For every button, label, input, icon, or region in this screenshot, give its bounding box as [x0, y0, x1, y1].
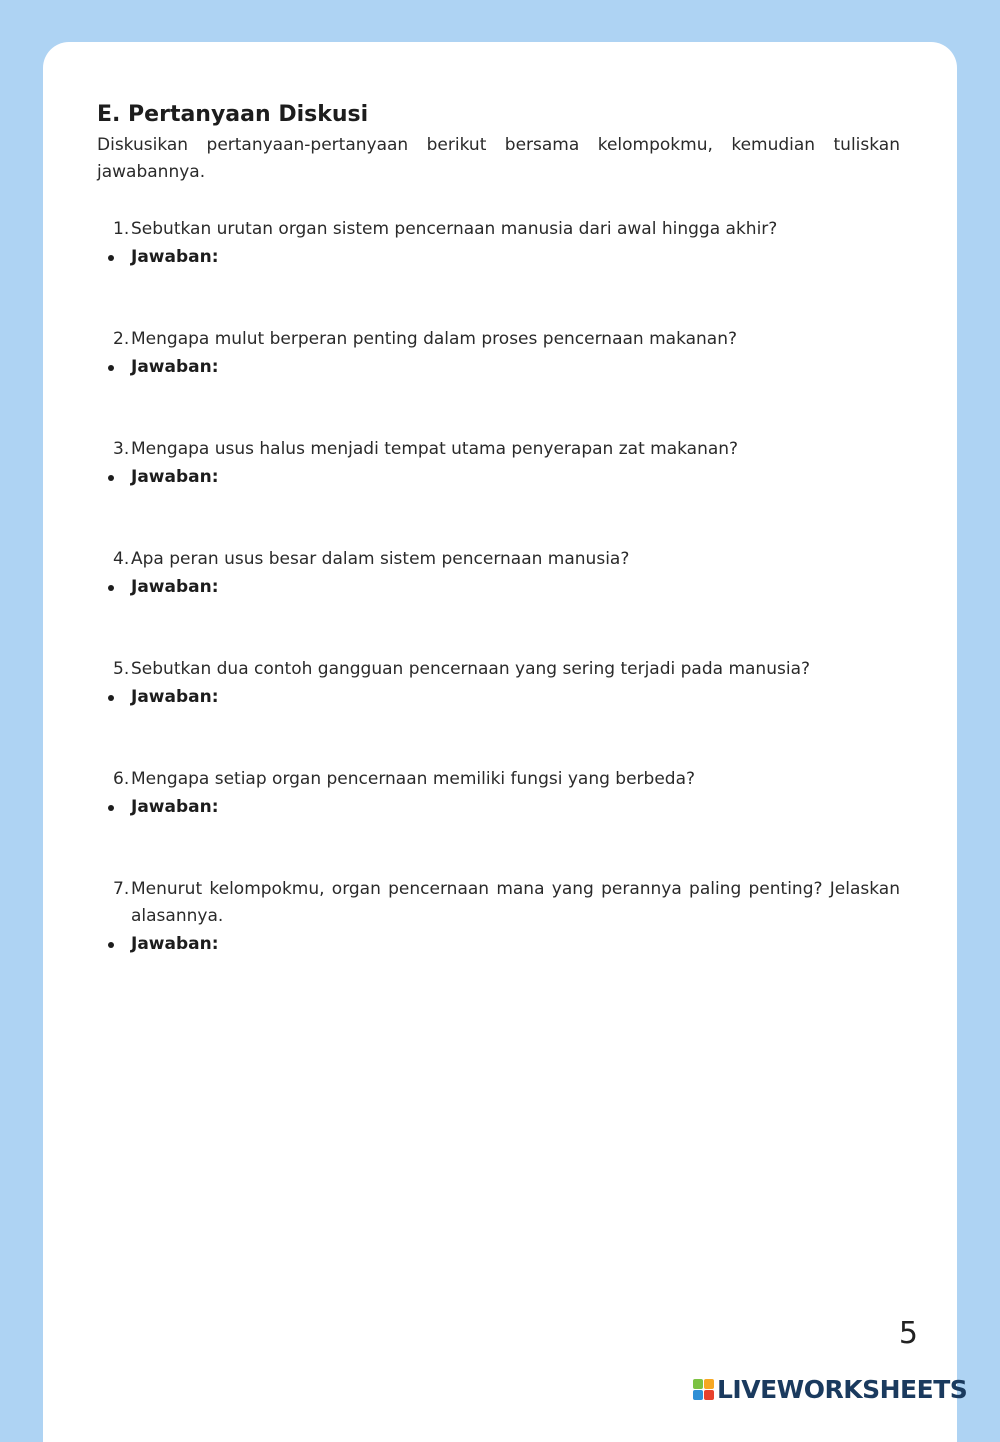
question-text [97, 546, 900, 573]
answer-label: Jawaban: [131, 247, 219, 267]
question-number: 6. [113, 769, 130, 789]
answer-field[interactable] [97, 683, 900, 711]
question-label: Sebutkan urutan organ sistem pencernaan manusia dari awal hingga akhir? [131, 219, 778, 239]
section-intro: Diskusikan pertanyaan-pertanyaan berikut bersama kelompokmu, kemudian tuliskan jawabannya. [97, 135, 900, 182]
liveworksheets-logo[interactable] [693, 1374, 967, 1404]
answer-label: Jawaban: [131, 797, 219, 817]
answer-field[interactable] [97, 573, 900, 601]
question-number: 4. [113, 549, 130, 569]
question-item [97, 766, 900, 821]
liveworksheets-logo-icon [693, 1379, 714, 1400]
answer-label: Jawaban: [131, 467, 219, 487]
bullet-icon [108, 365, 114, 371]
answer-field[interactable] [97, 463, 900, 491]
question-text [97, 876, 900, 930]
question-text [97, 656, 900, 683]
answer-label: Jawaban: [131, 687, 219, 707]
question-label: Mengapa setiap organ pencernaan memiliki fungsi yang berbeda? [131, 769, 696, 789]
answer-field[interactable] [97, 793, 900, 821]
answer-field[interactable] [97, 930, 900, 958]
question-text [97, 766, 900, 793]
question-text [97, 216, 900, 243]
question-item [97, 546, 900, 601]
answer-label: Jawaban: [131, 934, 219, 954]
question-label: Sebutkan dua contoh gangguan pencernaan yang sering terjadi pada manusia? [131, 659, 811, 679]
question-item [97, 876, 900, 958]
question-item [97, 326, 900, 381]
question-item [97, 436, 900, 491]
bullet-icon [108, 475, 114, 481]
question-number: 2. [113, 329, 130, 349]
brand-name: LIVEWORKSHEETS [717, 1374, 968, 1404]
question-number: 3. [113, 439, 130, 459]
discussion-section [97, 100, 900, 958]
question-text [97, 326, 900, 353]
bullet-icon [108, 942, 114, 948]
question-number: 7. [113, 879, 130, 899]
answer-label: Jawaban: [131, 577, 219, 597]
answer-field[interactable] [97, 243, 900, 271]
answer-label: Jawaban: [131, 357, 219, 377]
bullet-icon [108, 805, 114, 811]
question-text [97, 436, 900, 463]
section-title: E. Pertanyaan Diskusi [97, 102, 369, 127]
page-number: 5 [898, 1316, 918, 1351]
answer-field[interactable] [97, 353, 900, 381]
question-label: Apa peran usus besar dalam sistem pencernaan manusia? [131, 549, 630, 569]
question-number: 1. [113, 219, 130, 239]
bullet-icon [108, 255, 114, 261]
bullet-icon [108, 695, 114, 701]
question-item [97, 656, 900, 711]
question-label: Mengapa usus halus menjadi tempat utama penyerapan zat makanan? [131, 439, 739, 459]
question-number: 5. [113, 659, 130, 679]
question-label: Mengapa mulut berperan penting dalam proses pencernaan makanan? [131, 329, 738, 349]
question-list [97, 216, 900, 958]
bullet-icon [108, 585, 114, 591]
question-label: Menurut kelompokmu, organ pencernaan mana yang perannya paling penting? Jelaskan alasannya. [131, 879, 900, 926]
question-item [97, 216, 900, 271]
